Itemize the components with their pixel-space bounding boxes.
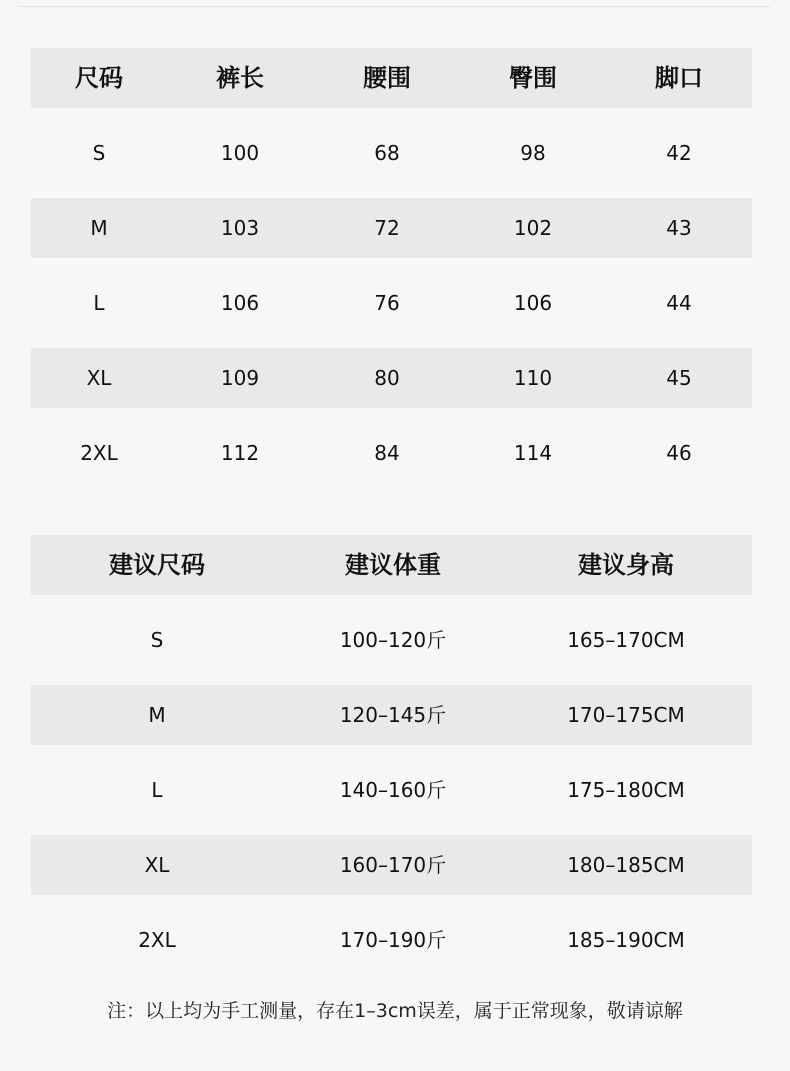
table-row bbox=[31, 348, 752, 408]
cell-height: 185–190CM bbox=[567, 928, 685, 952]
cell-size: 2XL bbox=[138, 928, 176, 952]
table-row bbox=[31, 273, 752, 333]
cell-waist: 84 bbox=[374, 441, 400, 465]
header-leg-opening: 脚口 bbox=[655, 64, 703, 92]
table-row bbox=[31, 610, 752, 670]
cell-size: S bbox=[92, 141, 106, 165]
table-row bbox=[31, 910, 752, 970]
header-recommended-size: 建议尺码 bbox=[109, 551, 205, 579]
cell-pants-length: 103 bbox=[220, 216, 260, 240]
cell-leg-opening: 44 bbox=[666, 291, 692, 315]
cell-size: XL bbox=[144, 853, 170, 877]
cell-hip: 102 bbox=[513, 216, 553, 240]
header-hip: 臀围 bbox=[509, 64, 557, 92]
top-divider bbox=[18, 6, 770, 7]
cell-weight: 160–170斤 bbox=[339, 853, 447, 877]
header-size: 尺码 bbox=[75, 64, 123, 92]
cell-height: 165–170CM bbox=[567, 628, 685, 652]
size-measurement-table bbox=[31, 48, 752, 498]
cell-height: 170–175CM bbox=[567, 703, 685, 727]
cell-size: L bbox=[93, 291, 105, 315]
cell-waist: 80 bbox=[374, 366, 400, 390]
table-row bbox=[31, 198, 752, 258]
cell-hip: 114 bbox=[513, 441, 553, 465]
cell-pants-length: 106 bbox=[220, 291, 260, 315]
cell-leg-opening: 43 bbox=[666, 216, 692, 240]
cell-waist: 72 bbox=[374, 216, 400, 240]
cell-size: 2XL bbox=[80, 441, 118, 465]
header-recommended-weight: 建议体重 bbox=[345, 551, 441, 579]
table-row bbox=[31, 835, 752, 895]
cell-waist: 76 bbox=[374, 291, 400, 315]
cell-leg-opening: 42 bbox=[666, 141, 692, 165]
cell-pants-length: 100 bbox=[220, 141, 260, 165]
cell-size: S bbox=[150, 628, 164, 652]
cell-leg-opening: 46 bbox=[666, 441, 692, 465]
cell-height: 180–185CM bbox=[567, 853, 685, 877]
cell-size: XL bbox=[86, 366, 112, 390]
table-row bbox=[31, 423, 752, 483]
cell-pants-length: 112 bbox=[220, 441, 260, 465]
cell-hip: 110 bbox=[513, 366, 553, 390]
cell-weight: 140–160斤 bbox=[339, 778, 447, 802]
header-waist: 腰围 bbox=[363, 64, 411, 92]
cell-pants-length: 109 bbox=[220, 366, 260, 390]
cell-size: L bbox=[151, 778, 163, 802]
cell-hip: 106 bbox=[513, 291, 553, 315]
measurement-note: 注：以上均为手工测量，存在1–3cm误差，属于正常现象，敬请谅解 bbox=[107, 1000, 683, 1022]
cell-weight: 120–145斤 bbox=[339, 703, 447, 727]
header-recommended-height: 建议身高 bbox=[578, 551, 674, 579]
cell-weight: 170–190斤 bbox=[339, 928, 447, 952]
cell-height: 175–180CM bbox=[567, 778, 685, 802]
cell-size: M bbox=[90, 216, 108, 240]
cell-waist: 68 bbox=[374, 141, 400, 165]
table-row bbox=[31, 123, 752, 183]
size-table-header bbox=[31, 48, 752, 108]
table-row bbox=[31, 685, 752, 745]
recommend-table-header bbox=[31, 535, 752, 595]
cell-weight: 100–120斤 bbox=[339, 628, 447, 652]
header-pants-length: 裤长 bbox=[216, 64, 264, 92]
cell-hip: 98 bbox=[520, 141, 546, 165]
cell-leg-opening: 45 bbox=[666, 366, 692, 390]
size-recommendation-table bbox=[31, 535, 752, 985]
table-row bbox=[31, 760, 752, 820]
cell-size: M bbox=[148, 703, 166, 727]
